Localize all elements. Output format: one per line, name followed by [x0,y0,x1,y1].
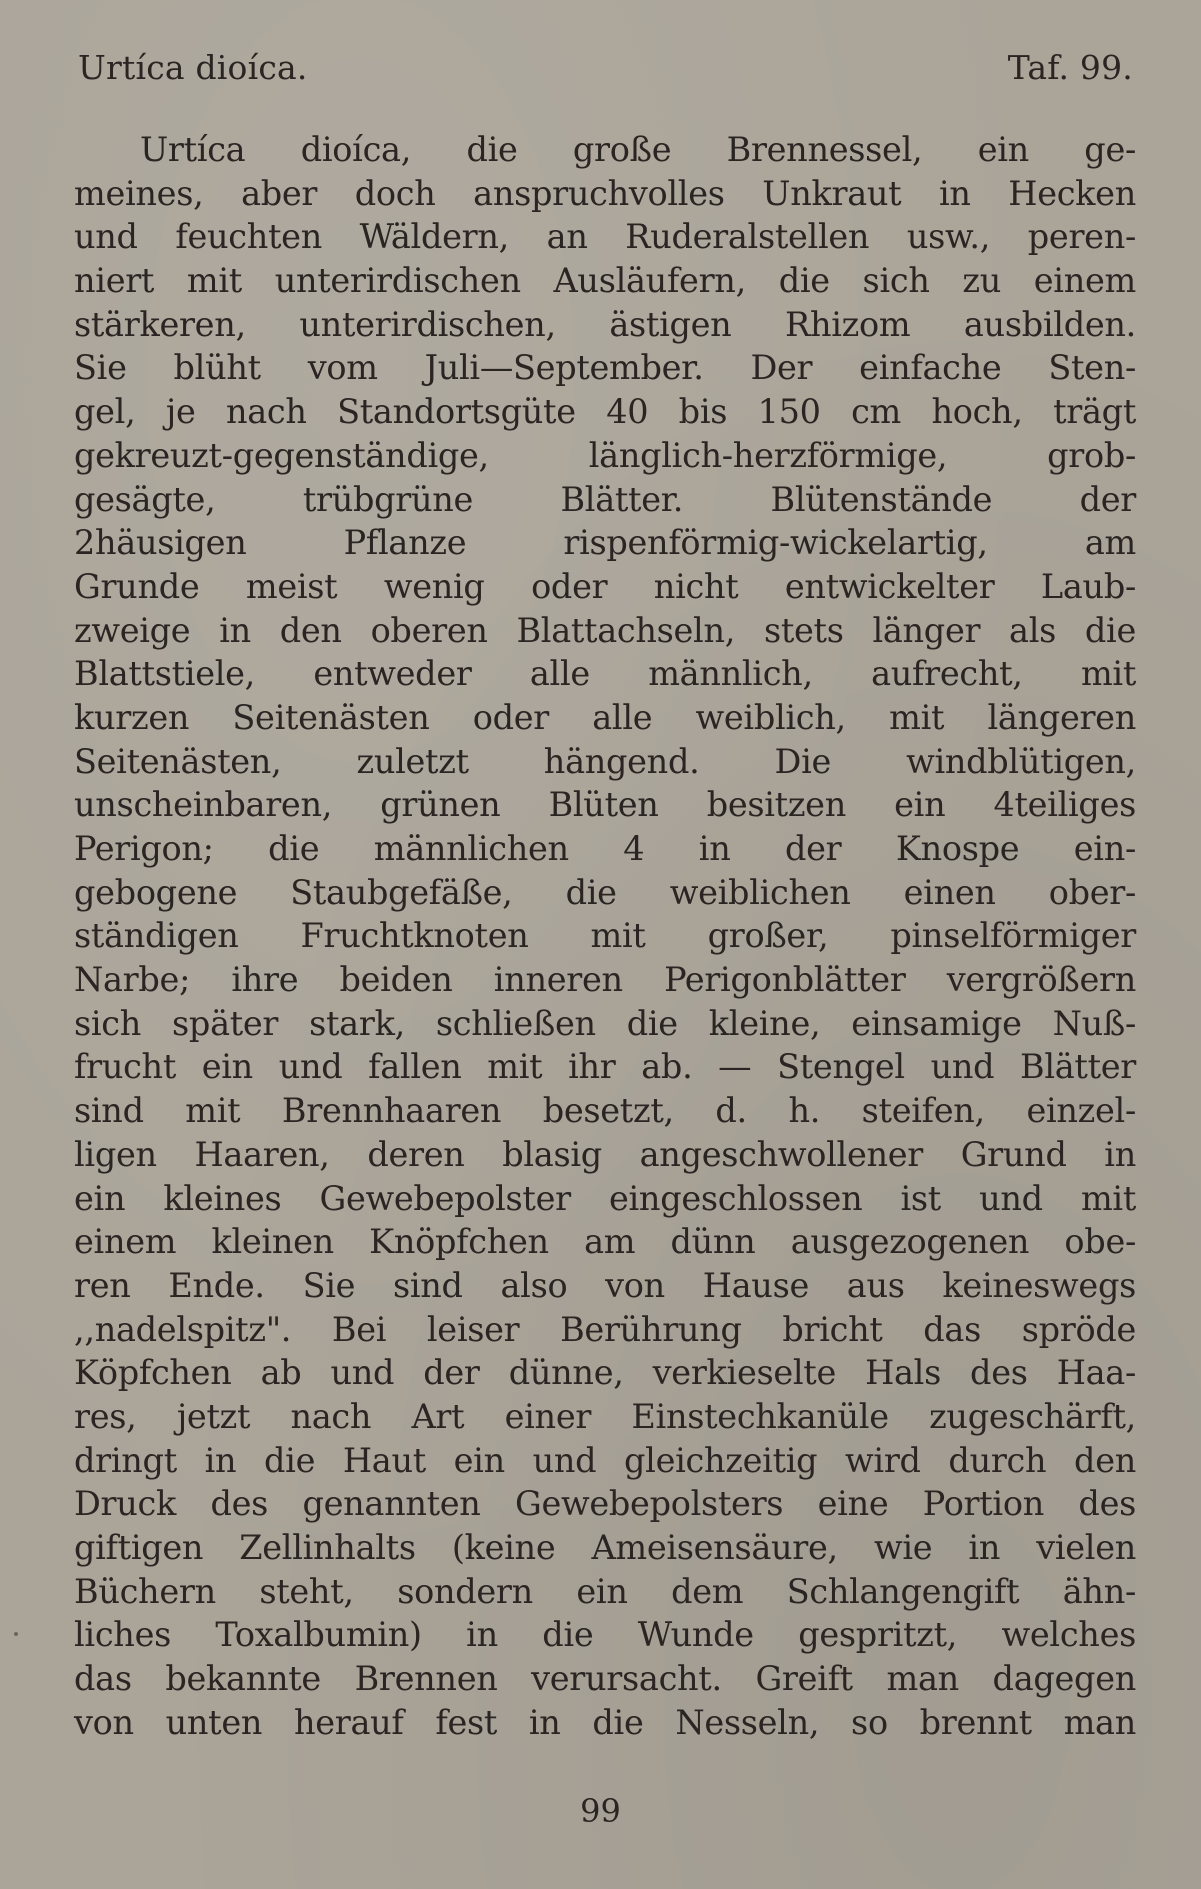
text-line: stärkeren, unterirdischen, ästigen Rhizom ausbilden. [74,304,1136,344]
text-line: ligen Haaren, deren blasig angeschwollener Grund in [74,1134,1136,1174]
running-head-title: Urtíca dioíca. [78,48,308,87]
text-line: Druck des genannten Gewebepolsters eine Portion des [74,1484,1136,1524]
text-line: das bekannte Brennen verursacht. Greift man dagegen [74,1659,1136,1699]
text-line: Köpfchen ab und der dünne, verkieselte Hals des Haa- [74,1353,1136,1393]
running-head-plate-number: Taf. 99. [1007,48,1133,87]
text-line: zweige in den oberen Blattachseln, stets länger als die [74,610,1136,650]
text-line: liches Toxalbumin) in die Wunde gespritzt, welches [74,1615,1136,1655]
text-line: dringt in die Haut ein und gleichzeitig wird durch den [74,1440,1136,1480]
text-line: giftigen Zellinhalts (keine Ameisensäure, wie in vielen [74,1528,1136,1567]
text-line: Narbe; ihre beiden inneren Perigonblätter vergrößern [74,960,1136,1000]
text-line: meines, aber doch anspruchvolles Unkraut in Hecken [74,173,1136,213]
page-number: 99 [580,1792,621,1830]
text-line: Urtíca dioíca, die große Brennessel, ein ge- [140,130,1136,169]
text-line: und feuchten Wäldern, an Ruderalstellen usw., peren- [74,217,1136,257]
text-line: ein kleines Gewebepolster eingeschlossen ist und mit [74,1178,1136,1218]
text-line: ständigen Fruchtknoten mit großer, pinselförmiger [74,916,1136,956]
text-line: von unten herauf fest in die Nesseln, so brennt man [74,1702,1136,1742]
text-line: unscheinbaren, grünen Blüten besitzen ein 4teiliges [74,785,1136,825]
text-line: gebogene Staubgefäße, die weiblichen einen ober- [74,872,1136,912]
text-line: res, jetzt nach Art einer Einstechkanüle zugeschärft, [74,1396,1136,1436]
text-line: Seitenästen, zuletzt hängend. Die windblütigen, [74,741,1136,781]
text-line: niert mit unterirdischen Ausläufern, die sich zu einem [74,261,1136,301]
running-head [78,48,1133,98]
body-text [74,128,1136,1744]
text-line: gel, je nach Standortsgüte 40 bis 150 cm hoch, trägt [74,392,1136,432]
text-line: ,,nadelspitz". Bei leiser Berührung bricht das spröde [74,1309,1136,1349]
text-line: sind mit Brennhaaren besetzt, d. h. steifen, einzel- [74,1091,1136,1131]
text-line: 2häusigen Pflanze rispenförmig-wickelartig, am [74,523,1136,563]
text-line: Grunde meist wenig oder nicht entwickelter Laub- [74,566,1136,606]
text-line: frucht ein und fallen mit ihr ab. — Stengel und Blätter [74,1047,1136,1087]
text-line: sich später stark, schließen die kleine, einsamige Nuß- [74,1003,1136,1043]
stray-ink-mark [14,1632,18,1636]
text-line: Blattstiele, entweder alle männlich, aufrecht, mit [74,654,1136,694]
text-line: Büchern steht, sondern ein dem Schlangengift ähn- [74,1571,1136,1611]
text-line: gesägte, trübgrüne Blätter. Blütenstände der [74,479,1136,519]
text-line: kurzen Seitenästen oder alle weiblich, mit längeren [74,697,1136,737]
text-line: ren Ende. Sie sind also von Hause aus keineswegs [74,1265,1136,1305]
text-line: Sie blüht vom Juli—September. Der einfache Sten- [74,348,1136,388]
text-line: einem kleinen Knöpfchen am dünn ausgezogenen obe- [74,1222,1136,1262]
text-line: Perigon; die männlichen 4 in der Knospe ein- [74,829,1136,868]
text-line: gekreuzt-gegenständige, länglich-herzförmige, grob- [74,435,1136,475]
